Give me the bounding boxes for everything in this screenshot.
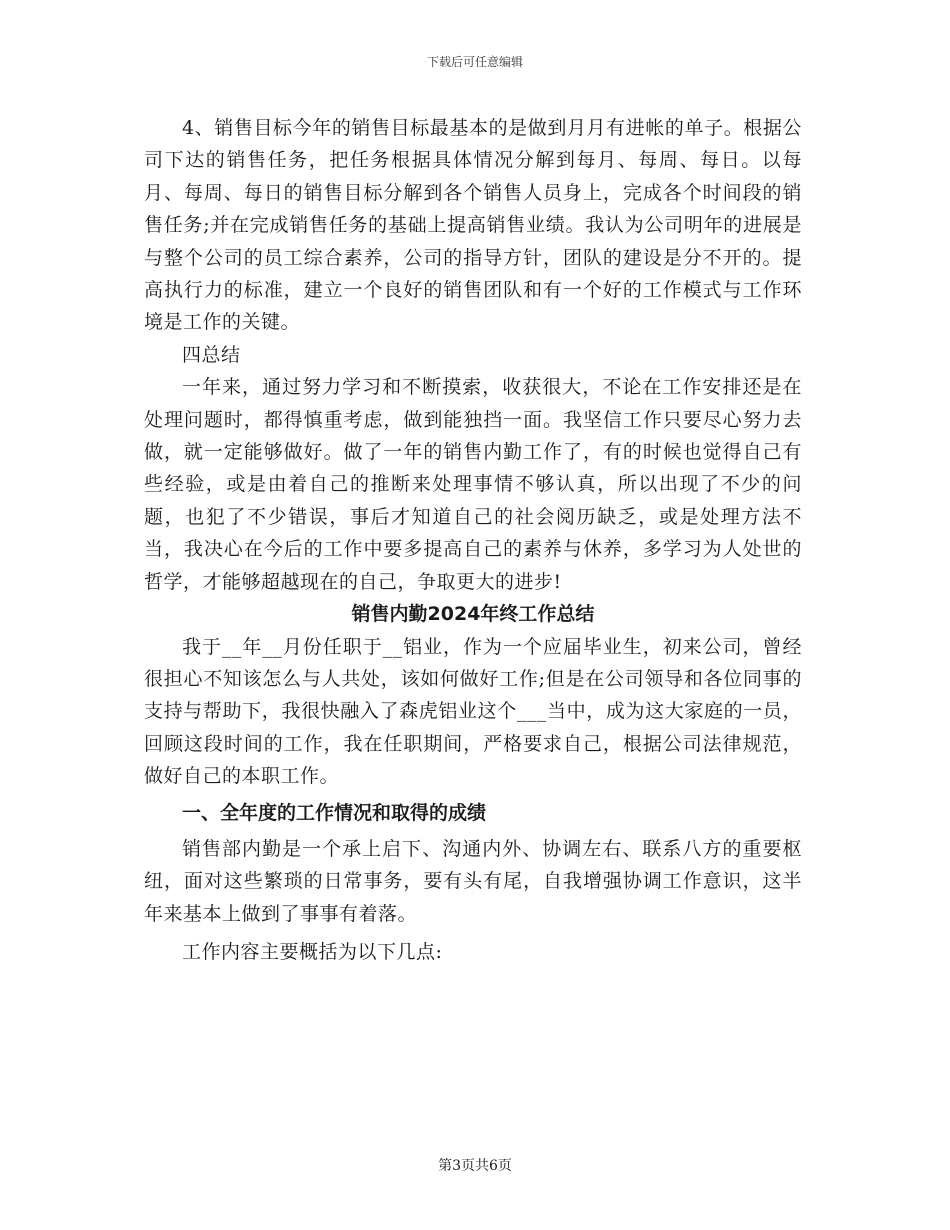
document-body: [144, 112, 802, 969]
section-heading-annual-work: 一、全年度的工作情况和取得的成绩: [182, 801, 487, 824]
section-heading-summary: 四总结: [182, 343, 241, 366]
paragraph-summary: 一年来，通过努力学习和不断摸索，收获很大，不论在工作安排还是在处理问题时，都得慎重考虑，做到能独挡一面。我坚信工作只要尽心努力去做，就一定能够做好。做了一年的销售内勤工作了，有的时候也觉得自己有些经验，或是由着自己的推断来处理事情不够认真，所以出现了不少的问题，也犯了不少错误，事后才知道自己的社会阅历缺乏，或是处理方法不当，我决心在今后的工作中要多提高自己的素养与休养，多学习为人处世的哲学，才能够超越现在的自己，争取更大的进步!: [144, 376, 802, 593]
paragraph-sales-dept-role: 销售部内勤是一个承上启下、沟通内外、协调左右、联系八方的重要枢纽，面对这些繁琐的日常事务，要有头有尾，自我增强协调工作意识，这半年来基本上做到了事事有着落。: [144, 837, 802, 925]
document-title: 销售内勤2024年终工作总结: [351, 603, 595, 626]
page-header-note: 下载后可任意编辑: [426, 55, 523, 69]
paragraph-sales-target: 4、销售目标今年的销售目标最基本的是做到月月有进帐的单子。根据公司下达的销售任务，把任务根据具体情况分解到每月、每周、每日。以每月、每周、每日的销售目标分解到各个销售人员身上，完成各个时间段的销售任务;并在完成销售任务的基础上提高销售业绩。我认为公司明年的进展是与整个公司的员工综合素养，公司的指导方针，团队的建设是分不开的。提高执行力的标准，建立一个良好的销售团队和有一个好的工作模式与工作环境是工作的关键。: [144, 117, 802, 334]
paragraph-intro: 我于__年__月份任职于__铝业，作为一个应届毕业生，初来公司，曾经很担心不知该怎么与人共处，该如何做好工作;但是在公司领导和各位同事的支持与帮助下，我很快融入了森虎铝业这个___当中，成为这大家庭的一员，回顾这段时间的工作，我在任职期间，严格要求自己，根据公司法律规范，做好自己的本职工作。: [144, 635, 802, 788]
paragraph-work-content-intro: 工作内容主要概括为以下几点:: [182, 941, 443, 964]
page-number-footer: 第3页共6页: [438, 1158, 512, 1174]
